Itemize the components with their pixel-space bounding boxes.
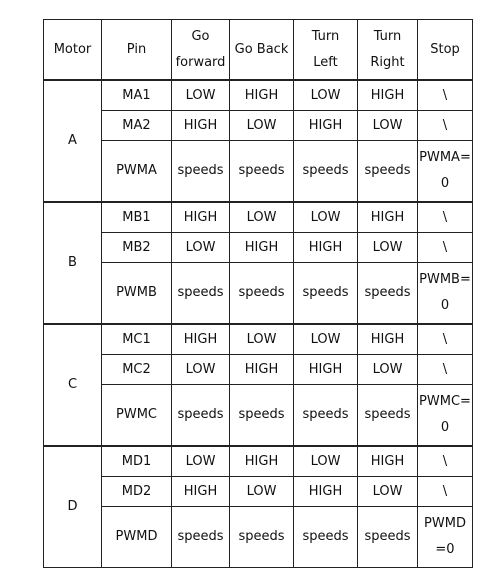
right-cell: speeds (358, 385, 418, 447)
stop-cell: \ (418, 355, 473, 385)
table-row (44, 80, 473, 111)
forward-cell: LOW (172, 446, 230, 477)
back-cell: speeds (230, 141, 294, 203)
stop-cell: \ (418, 202, 473, 233)
header-turn-left: Turn Left (294, 20, 358, 81)
back-cell: speeds (230, 263, 294, 325)
pin-cell: PWMA (102, 141, 172, 203)
left-cell: speeds (294, 507, 358, 568)
forward-cell: speeds (172, 507, 230, 568)
right-cell: speeds (358, 507, 418, 568)
header-pin: Pin (102, 20, 172, 81)
back-cell: HIGH (230, 355, 294, 385)
pin-cell: PWMD (102, 507, 172, 568)
forward-cell: HIGH (172, 202, 230, 233)
forward-cell: LOW (172, 233, 230, 263)
motor-label: C (44, 324, 102, 446)
pin-cell: MC1 (102, 324, 172, 355)
back-cell: speeds (230, 507, 294, 568)
forward-cell: speeds (172, 385, 230, 447)
stop-cell: PWMC= 0 (418, 385, 473, 447)
table-row (44, 202, 473, 233)
stop-cell: \ (418, 477, 473, 507)
stop-cell: PWMB= 0 (418, 263, 473, 325)
back-cell: LOW (230, 324, 294, 355)
left-cell: HIGH (294, 111, 358, 141)
left-cell: LOW (294, 446, 358, 477)
table-row (44, 477, 473, 507)
stop-cell: \ (418, 80, 473, 111)
table-row (44, 111, 473, 141)
motor-control-table (43, 19, 473, 568)
table-row (44, 355, 473, 385)
right-cell: speeds (358, 141, 418, 203)
right-cell: LOW (358, 111, 418, 141)
pin-cell: MA2 (102, 111, 172, 141)
back-cell: speeds (230, 385, 294, 447)
pin-cell: MD2 (102, 477, 172, 507)
left-cell: HIGH (294, 233, 358, 263)
stop-cell: PWMD =0 (418, 507, 473, 568)
left-cell: HIGH (294, 355, 358, 385)
forward-cell: speeds (172, 141, 230, 203)
motor-label: A (44, 80, 102, 202)
header-go-forward: Go forward (172, 20, 230, 81)
stop-cell: \ (418, 324, 473, 355)
back-cell: LOW (230, 111, 294, 141)
left-cell: LOW (294, 202, 358, 233)
right-cell: HIGH (358, 446, 418, 477)
right-cell: HIGH (358, 324, 418, 355)
left-cell: LOW (294, 80, 358, 111)
header-stop: Stop (418, 20, 473, 81)
left-cell: speeds (294, 141, 358, 203)
stop-cell: \ (418, 111, 473, 141)
right-cell: LOW (358, 233, 418, 263)
header-go-back: Go Back (230, 20, 294, 81)
left-cell: speeds (294, 263, 358, 325)
back-cell: HIGH (230, 80, 294, 111)
forward-cell: HIGH (172, 111, 230, 141)
header-row (44, 20, 473, 81)
back-cell: LOW (230, 477, 294, 507)
pin-cell: MB2 (102, 233, 172, 263)
table-row (44, 263, 473, 325)
table-row (44, 446, 473, 477)
forward-cell: HIGH (172, 477, 230, 507)
stop-cell: \ (418, 446, 473, 477)
table-row (44, 233, 473, 263)
left-cell: HIGH (294, 477, 358, 507)
pin-cell: MB1 (102, 202, 172, 233)
table-row (44, 385, 473, 447)
pin-cell: PWMC (102, 385, 172, 447)
motor-label: B (44, 202, 102, 324)
right-cell: LOW (358, 477, 418, 507)
table-row (44, 141, 473, 203)
pin-cell: PWMB (102, 263, 172, 325)
header-turn-right: Turn Right (358, 20, 418, 81)
stop-cell: PWMA= 0 (418, 141, 473, 203)
back-cell: HIGH (230, 233, 294, 263)
pin-cell: MC2 (102, 355, 172, 385)
back-cell: LOW (230, 202, 294, 233)
table-row (44, 507, 473, 568)
pin-cell: MD1 (102, 446, 172, 477)
table-row (44, 324, 473, 355)
stop-cell: \ (418, 233, 473, 263)
left-cell: LOW (294, 324, 358, 355)
back-cell: HIGH (230, 446, 294, 477)
right-cell: HIGH (358, 80, 418, 111)
left-cell: speeds (294, 385, 358, 447)
pin-cell: MA1 (102, 80, 172, 111)
forward-cell: LOW (172, 80, 230, 111)
motor-label: D (44, 446, 102, 568)
right-cell: LOW (358, 355, 418, 385)
right-cell: speeds (358, 263, 418, 325)
forward-cell: speeds (172, 263, 230, 325)
forward-cell: LOW (172, 355, 230, 385)
right-cell: HIGH (358, 202, 418, 233)
forward-cell: HIGH (172, 324, 230, 355)
header-motor: Motor (44, 20, 102, 81)
